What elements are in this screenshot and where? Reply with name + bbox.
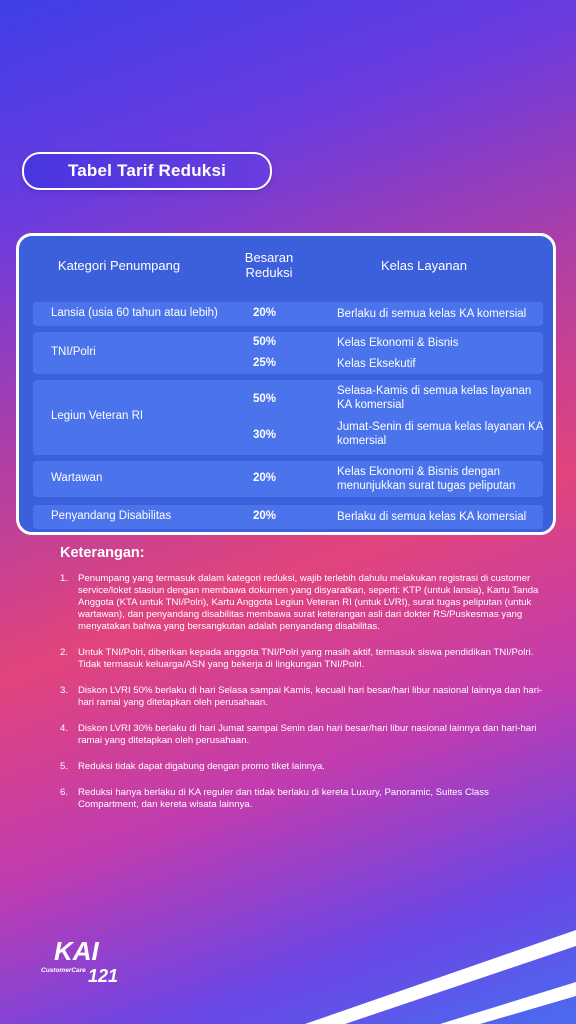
note-text: Reduksi tidak dapat digabung dengan promo tiket lainnya. [78, 761, 325, 772]
row-category: Lansia (usia 60 tahun atau lebih) [51, 307, 218, 319]
row-percent: 50% [253, 393, 277, 405]
kai-logo [38, 936, 118, 988]
list-item: 3. Diskon LVRI 50% berlaku di hari Selasa sampai Kamis, kecuali hari besar/hari libur nasional lainnya dan hari-hari ramai yang ditetapkan oleh perusahaan. [60, 685, 543, 708]
row-class: Kelas Ekonomi & Bisnis [337, 337, 459, 349]
note-text: Penumpang yang termasuk dalam kategori reduksi, wajib terlebih dahulu melakukan registrasi di customer service/loket stasiun dengan membawa dokumen yang disyaratkan, seperti: KTP (untuk lansia), Kartu Tanda Anggota (KTA untuk TNI/Polri), Kartu Anggota Legiun Veteran RI (untuk LVRI), surat tugas peliputan (untuk wartawan), dan penyandang disabilitas membawa surat keterangan asli dari dokter RS/Puskesmas yang menyatakan bahwa yang bersangkutan adalah penyandang disabilitas. [78, 573, 539, 632]
row-percent: 25% [253, 357, 277, 369]
row-percent: 20% [253, 472, 277, 484]
note-text: Untuk TNI/Polri, diberikan kepada anggota TNI/Polri yang masih aktif, termasuk siswa pendidikan TNI/Polri. Tidak termasuk keluarga/ASN yang bekerja di lingkungan TNI/Polri. [78, 647, 534, 670]
table-header [19, 236, 553, 296]
note-text: Diskon LVRI 30% berlaku di hari Jumat sampai Senin dan hari besar/hari libur nasional lainnya dan hari-hari ramai yang ditetapkan oleh perusahaan. [78, 723, 537, 746]
row-category: Legiun Veteran RI [51, 410, 144, 422]
note-text: Reduksi hanya berlaku di KA reguler dan tidak berlaku di kereta Luxury, Panoramic, Suites Class Compartment, dan kereta wisata lainnya. [78, 787, 489, 810]
notes-title: Keterangan: [60, 545, 145, 561]
row-category: Penyandang Disabilitas [51, 510, 172, 522]
tariff-table [16, 233, 556, 535]
page-title: Tabel Tarif Reduksi [22, 152, 272, 190]
list-item: 2. Untuk TNI/Polri, diberikan kepada anggota TNI/Polri yang masih aktif, termasuk siswa pendidikan TNI/Polri. Tidak termasuk keluarga/ASN yang bekerja di lingkungan TNI/Polri. [60, 647, 534, 670]
list-item: 6. Reduksi hanya berlaku di KA reguler dan tidak berlaku di kereta Luxury, Panoramic, Suites Class Compartment, dan kereta wisata lainnya. [60, 787, 489, 810]
table-row [33, 505, 543, 529]
header-reduction: Besaran Reduksi [244, 250, 294, 280]
row-percent: 20% [253, 510, 277, 522]
table-row [33, 332, 543, 374]
row-category: Wartawan [51, 472, 103, 484]
list-item: 5. Reduksi tidak dapat digabung dengan promo tiket lainnya. [60, 761, 325, 772]
notes-list [60, 573, 546, 825]
svg-text:KAI: KAI [54, 936, 99, 966]
row-class: Kelas Ekonomi & Bisnis dengan menunjukkan surat tugas peliputan [337, 466, 516, 492]
note-text: Diskon LVRI 50% berlaku di hari Selasa sampai Kamis, kecuali hari besar/hari libur nasional lainnya dan hari-hari ramai yang ditetapkan oleh perusahaan. [78, 685, 543, 708]
list-item: 4. Diskon LVRI 30% berlaku di hari Jumat sampai Senin dan hari besar/hari libur nasional lainnya dan hari-hari ramai yang ditetapkan oleh perusahaan. [60, 723, 537, 746]
list-item: 1. Penumpang yang termasuk dalam kategori reduksi, wajib terlebih dahulu melakukan registrasi di customer service/loket stasiun dengan membawa dokumen yang disyaratkan, seperti: KTP (untuk lansia), Kartu Tanda Anggota (KTA untuk TNI/Polri), Kartu Anggota Legiun Veteran RI (untuk LVRI), surat tugas peliputan (untuk wartawan), dan penyandang disabilitas membawa surat keterangan asli dari dokter RS/Puskesmas yang menyatakan bahwa yang bersangkutan adalah penyandang disabilitas. [60, 573, 539, 632]
row-class: Berlaku di semua kelas KA komersial [337, 308, 527, 320]
table-row [33, 380, 543, 455]
table-row [33, 302, 543, 326]
row-percent: 20% [253, 307, 277, 319]
table-row [33, 461, 543, 497]
row-class: Jumat-Senin di semua kelas layanan KA komersial [337, 421, 543, 447]
row-percent: 30% [253, 429, 277, 441]
svg-text:CustomerCare: CustomerCare [41, 967, 86, 974]
header-class: Kelas Layanan [380, 258, 467, 273]
row-category: TNI/Polri [51, 346, 96, 358]
header-category: Kategori Penumpang [57, 258, 181, 273]
row-class: Kelas Eksekutif [337, 358, 416, 370]
row-class: Selasa-Kamis di semua kelas layanan KA komersial [337, 385, 532, 411]
row-percent: 50% [253, 336, 277, 348]
row-class: Berlaku di semua kelas KA komersial [337, 511, 527, 523]
svg-text:121: 121 [88, 966, 118, 986]
